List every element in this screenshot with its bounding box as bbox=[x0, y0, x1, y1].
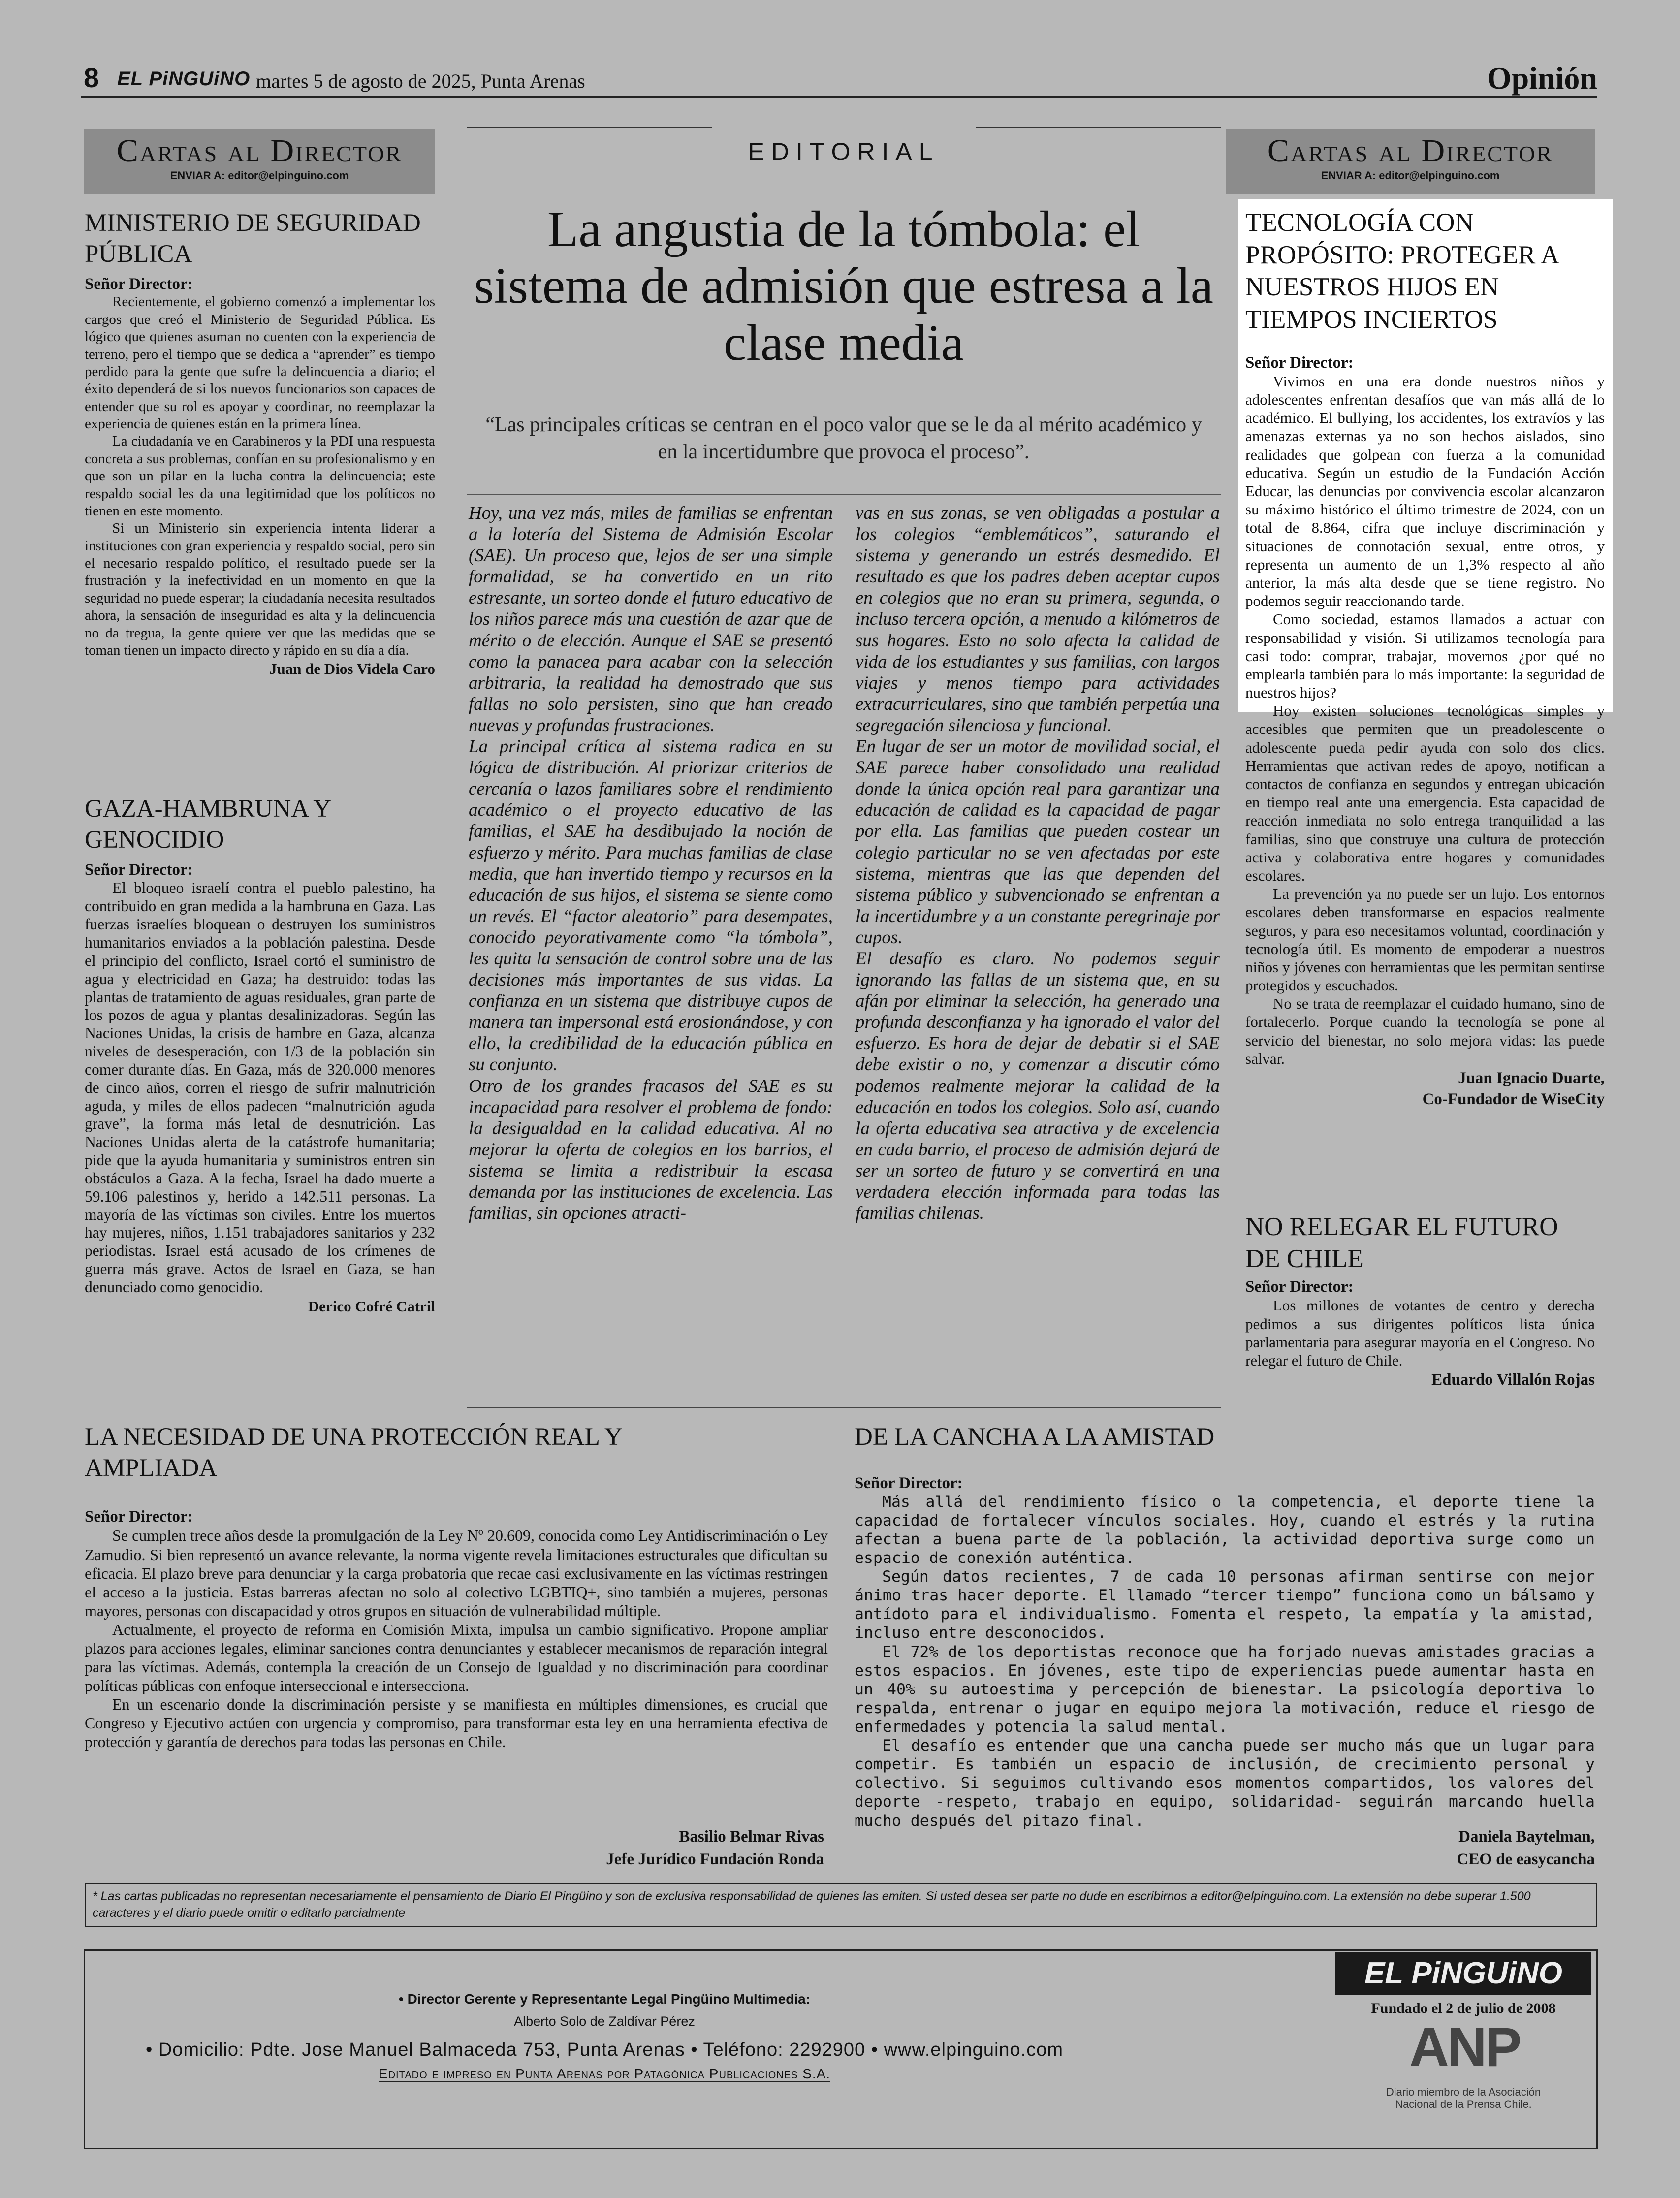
letter-paragraph: Vivimos en una era donde nuestros niños y adolescentes enfrentan desafíos que van más allá de lo académico. El bullying, los accidentes, los extravíos y las amenazas externas ya no son hechos aislados, sino realidades que golpean con fuerza a la comunidad educativa. Según un estudio de la Fundación Acción Educar, las denuncias por convivencia escolar alcanzaron su máximo histórico el último trimestre de 2024, con un total de 8.864, cifra que incluye discriminación y situaciones de connotación sexual, entre otros, y representa un aumento de un 1,3% respecto al año anterior, la más alta desde que se tiene registro. No podemos seguir reaccionando tarde. bbox=[1245, 372, 1605, 610]
letter-paragraph: El bloqueo israelí contra el pueblo palestino, ha contribuido en gran medida a la hambruna en Gaza. Las fuerzas israelíes bloquean o destruyen los suministros humanitarios enviados a la población palestina. Desde el principio del conflicto, Israel cortó el suministro de agua y electricidad en Gaza; ha destruido: todas las plantas de tratamiento de aguas residuales, gran parte de los pozos de agua y plantas desalinizadoras. Según las Naciones Unidas, la crisis de hambre en Gaza, alcanza niveles de desesperación, con 1/3 de la población sin comer durante días. En Gaza, más de 320.000 menores de cinco años, corren el riesgo de sufrir malnutrición aguda, y miles de ellos padecen “malnutrición aguda grave”, la forma más letal de desnutrición. Las Naciones Unidas alerta de la catástrofe humanitaria; pide que la ayuda humanitaria y suministros entren sin obstáculos a Gaza. A la fecha, Israel ha dado muerte a 59.106 palestinos y, herido a 142.511 personas. La mayoría de las víctimas son civiles. Entre los muertos hay mujeres, niños, 1.151 trabajadores sanitarios y 232 periodistas. Israel está acusado de los crímenes de guerra más grave. Actos de Israel en Gaza, se han denunciado como genocidio. bbox=[85, 879, 435, 1296]
letters-box-left bbox=[84, 129, 435, 194]
letter-salutation: Señor Director: bbox=[1245, 353, 1354, 372]
editorial-paragraph: vas en sus zonas, se ven obligadas a postular a los colegios “emblemáticos”, saturando el sistema y generando un estrés desmedido. El resultado es que los padres deben aceptar cupos en colegios que no eran su primera, segunda, o incluso tercera opción, a menudo a kilómetros de sus hogares. Esto no solo afecta la calidad de vida de los estudiantes y sus familias, con largos viajes y menos tiempo para actividades extracurriculares, sino que también perpetúa una segregación silenciosa y funcional. bbox=[856, 503, 1220, 735]
letter-body bbox=[85, 879, 435, 1296]
letters-disclaimer: * Las cartas publicadas no representan necesariamente el pensamiento de Diario El Pingüino y son de exclusiva responsabilidad de quienes las emiten. Si usted desea ser parte no dude en escribirnos a editor@elpinguino.com. La extensión no debe superar 1.500 caracteres y el diario puede omitir o editarlo parcialmente bbox=[85, 1883, 1597, 1927]
letter-paragraph: Los millones de votantes de centro y derecha pedimos a sus dirigentes políticos lista única parlamentaria para asegurar mayoría en el Congreso. No relegar el futuro de Chile. bbox=[1245, 1297, 1595, 1369]
letters-box-right bbox=[1226, 129, 1595, 194]
letter-paragraph: Actualmente, el proyecto de reforma en Comisión Mixta, impulsa un cambio significativo. Propone ampliar plazos para acciones legales, eliminar sanciones contra denunciantes y establecer mecanismos de reparación integral para las víctimas. Además, contempla la creación de un Consejo de Igualdad y no discriminación para coordinar políticas públicas con enfoque interseccional e intersecciona. bbox=[85, 1620, 828, 1695]
letter-paragraph: Como sociedad, estamos llamados a actuar con responsabilidad y visión. Si utilizamos tecnología para casi todo: comprar, trabajar, movernos ¿por qué no emplearla también para lo más importante: la seguridad de nuestros hijos? bbox=[1245, 610, 1605, 701]
letters-box-email: ENVIAR A: editor@elpinguino.com bbox=[170, 169, 349, 182]
letter-paragraph: Más allá del rendimiento físico o la competencia, el deporte tiene la capacidad de fortalecer vínculos sociales. Hoy, cuando el estrés y la rutina afectan a buena parte de la población, la actividad deportiva surge como un espacio de conexión auténtica. bbox=[855, 1493, 1595, 1567]
editorial-paragraph: Otro de los grandes fracasos del SAE es su incapacidad para resolver el problema de fondo: la desigualdad en la calidad educativa. Al no mejorar la oferta de colegios en los barrios, el sistema se limita a redistribuir la escasa demanda por las instituciones de excelencia. Las familias, sin opciones atracti- bbox=[469, 1076, 833, 1224]
editorial-paragraph: En lugar de ser un motor de movilidad social, el SAE parece haber consolidado una realidad donde la única opción real para garantizar una educación de calidad es la capacidad de pagar por ella. Las familias que pueden costear un colegio particular no se ven afectadas por este sistema, mientras que las que dependen del sistema público y subvencionado se enfrentan a la incertidumbre y a un constante peregrinaje por cupos. bbox=[856, 736, 1220, 948]
section-title: Opinión bbox=[1487, 61, 1597, 96]
header-brand: EL PiNGUiNO bbox=[117, 68, 251, 90]
letter-paragraph: El desafío es entender que una cancha puede ser mucho más que un lugar para competir. Es también un espacio de inclusión, de crecimiento personal y colectivo. Si seguimos cultivando esos momentos compartidos, los valores del deporte -respeto, trabajo en equipo, solidaridad- seguirán marcando huella mucho después del pitazo final. bbox=[855, 1737, 1595, 1830]
letter-body bbox=[1245, 372, 1605, 1068]
letter-title: NO RELEGAR EL FUTURO DE CHILE bbox=[1245, 1212, 1558, 1274]
anp-member-text: Diario miembro de la Asociación Nacional de la Prensa Chile. bbox=[1386, 2086, 1541, 2111]
editorial-column-1 bbox=[469, 503, 833, 1224]
editorial-column-2 bbox=[856, 503, 1220, 1224]
letter-body bbox=[85, 1526, 828, 1751]
colophon-printed-text: Editado e impreso en Punta Arenas por Patagónica Publicaciones S.A. bbox=[378, 2066, 831, 2081]
editorial-label: EDITORIAL bbox=[748, 138, 940, 165]
letter-paragraph: El 72% de los deportistas reconoce que ha forjado nuevas amistades gracias a estos espacios. En jóvenes, este tipo de experiencias puede aumentar hasta en un 40% su autoestima y percepción de bienestar. La psicología deportiva lo respalda, entrenar o jugar en equipo mejora la motivación, reduce el riesgo de enfermedades y potencia la salud mental. bbox=[855, 1643, 1595, 1736]
letter-body bbox=[85, 293, 435, 659]
letter-title: GAZA-HAMBRUNA Y GENOCIDIO bbox=[85, 795, 331, 854]
letter-signature: Daniela Baytelman, bbox=[1458, 1828, 1595, 1846]
letter-body bbox=[855, 1493, 1595, 1830]
letter-paragraph: Según datos recientes, 7 de cada 10 personas afirman sentirse con mejor ánimo tras hacer deporte. El llamado “tercer tiempo” funciona como un bálsamo y antídoto para el individualismo. Fomenta el respeto, la empatía y la amistad, incluso entre desconocidos. bbox=[855, 1568, 1595, 1642]
anp-logo: ANP bbox=[1409, 2016, 1520, 2078]
letter-signature: Derico Cofré Catril bbox=[308, 1297, 435, 1315]
colophon-logo: EL PiNGUiNO bbox=[1335, 1952, 1591, 1995]
editorial-paragraph: La principal crítica al sistema radica en su lógica de distribución. Al priorizar criterios de cercanía o lazos familiares sobre el rendimiento académico o el proyecto educativo de las familias, el SAE ha desdibujado la noción de esfuerzo y mérito. Para muchas familias de clase media, que han invertido tiempo y recursos en la educación de sus hijos, el sistema se siente como un revés. El “factor aleatorio” para desempates, conocido peyorativamente como “la tómbola”, les quita la sensación de control sobre una de las decisiones más importantes de sus vidas. La confianza en un sistema que distribuye cupos de manera tan impersonal está erosionándose, y con ello, la credibilidad de la educación pública en su conjunto. bbox=[469, 736, 833, 1075]
editorial-paragraph: Hoy, una vez más, miles de familias se enfrentan a la lotería del Sistema de Admisión Escolar (SAE). Un proceso que, lejos de ser una simple formalidad, se ha convertido en un rito estresante, un sorteo donde el futuro educativo de los niños parece más una cuestión de azar que de mérito o de elección. Aunque el SAE se presentó como la panacea para acabar con la selección arbitraria, la realidad ha demostrado que sus fallas no solo persisten, sino que han creado nuevas y profundas frustraciones. bbox=[469, 503, 833, 735]
letter-title: MINISTERIO DE SEGURIDAD PÚBLICA bbox=[85, 209, 421, 268]
letter-title: DE LA CANCHA A LA AMISTAD bbox=[855, 1423, 1215, 1451]
page-number: 8 bbox=[84, 62, 99, 93]
letter-paragraph: Recientemente, el gobierno comenzó a implementar los cargos que creó el Ministerio de Seguridad Pública. Es lógico que quienes asuman no cuenten con la experiencia de terreno, pero el tiempo que se dedica a “aprender” es tiempo perdido para la gente que sufre la delincuencia a diario; el éxito dependerá de si los nuevos funcionarios son capaces de entender que su rol es apoyar y coordinar, no reemplazar la experiencia de quienes están en la primera línea. bbox=[85, 294, 435, 432]
letters-box-email: ENVIAR A: editor@elpinguino.com bbox=[1321, 169, 1500, 182]
colophon-founded: Fundado el 2 de julio de 2008 bbox=[1371, 2000, 1556, 2016]
letter-paragraph: Si un Ministerio sin experiencia intenta liderar a instituciones con gran experiencia y respaldo social, pero sin el necesario respaldo político, el resultado puede ser la frustración y la inefectividad en un momento en que la seguridad no puede esperar; la ciudadanía necesita resultados ahora, la sensación de inseguridad es alta y la delincuencia no da tregua, la gente quiere ver que las medidas que se toman tienen un impacto directo y rápido en su día a día. bbox=[85, 520, 435, 658]
letter-signature-role: CEO de easycancha bbox=[1457, 1850, 1595, 1868]
letter-salutation: Señor Director: bbox=[85, 275, 193, 293]
letter-signature: Basilio Belmar Rivas bbox=[679, 1828, 824, 1846]
letter-gaza bbox=[85, 794, 435, 1316]
letter-signature: Eduardo Villalón Rojas bbox=[1431, 1371, 1595, 1389]
letter-paragraph: La prevención ya no puede ser un lujo. Los entornos escolares deben transformarse en espacios realmente seguros, y para eso necesitamos voluntad, coordinación y tecnología útil. Es momento de empoderar a nuestros niños y jóvenes con herramientas que les permitan sentirse protegidos y escuchados. bbox=[1245, 885, 1605, 994]
letter-signature: Juan Ignacio Duarte, bbox=[1458, 1069, 1605, 1087]
editorial-paragraph: El desafío es claro. No podemos seguir ignorando las fallas de un sistema que, en su afán por eliminar la selección, ha generado una profunda desconfianza y ha ignorado el valor del esfuerzo. Es hora de dejar de debatir si el SAE debe existir o no, y comenzar a discutir cómo podemos realmente mejorar la calidad de la educación en todos los colegios. Solo así, cuando la oferta educativa sea atractiva y de excelencia en cada barrio, el proceso de admisión dejará de ser un sorteo de futuro y se convertirá en una verdadera elección informada para todas las familias chilenas. bbox=[856, 948, 1220, 1224]
letter-salutation: Señor Director: bbox=[85, 1508, 193, 1526]
letter-proteccion bbox=[85, 1422, 828, 1751]
letter-salutation: Señor Director: bbox=[1245, 1278, 1354, 1296]
editorial-subtitle: “Las principales críticas se centran en el poco valor que se le da al mérito académico y en la incertidumbre que provoca el proceso”. bbox=[485, 414, 1202, 463]
colophon-director-name: Alberto Solo de Zaldívar Pérez bbox=[514, 2014, 695, 2029]
colophon-box bbox=[84, 1949, 1598, 2149]
letter-cancha bbox=[855, 1422, 1595, 1830]
letter-ministerio bbox=[85, 208, 435, 679]
colophon-director-label: • Director Gerente y Representante Legal Pingüino Multimedia: bbox=[399, 1991, 810, 2007]
letter-paragraph: Se cumplen trece años desde la promulgación de la Ley Nº 20.609, conocida como Ley Antidiscriminación o Ley Zamudio. Si bien representó un avance relevante, la norma vigente revela limitaciones estructurales que dificultan su eficacia. El plazo breve para denunciar y la carga probatoria que recae casi exclusivamente en las víctimas restringen el acceso a la justicia. Estas barreras afectan no solo al colectivo LGBTIQ+, sino también a mujeres, personas mayores, personas con discapacidad y otros grupos en situación de vulnerabilidad múltiple. bbox=[85, 1527, 828, 1620]
letter-title: TECNOLOGÍA CON PROPÓSITO: PROTEGER A NUESTROS HIJOS EN TIEMPOS INCIERTOS bbox=[1245, 208, 1558, 334]
letter-body bbox=[1245, 1296, 1595, 1370]
letter-paragraph: No se trata de reemplazar el cuidado humano, sino de fortalecerlo. Porque cuando la tecnología se pone al servicio del bienestar, no solo mejora vidas: las puede salvar. bbox=[1245, 995, 1605, 1067]
colophon-address: • Domicilio: Pdte. Jose Manuel Balmaceda 753, Punta Arenas • Teléfono: 2292900 • www.elpinguino.com bbox=[145, 2039, 1064, 2060]
letter-signature-role: Jefe Jurídico Fundación Ronda bbox=[606, 1850, 824, 1868]
letter-salutation: Señor Director: bbox=[85, 861, 193, 879]
letter-futuro-chile bbox=[1245, 1211, 1595, 1391]
letter-salutation: Señor Director: bbox=[855, 1474, 963, 1492]
letter-tecnologia bbox=[1245, 207, 1605, 1110]
letter-paragraph: En un escenario donde la discriminación persiste y se manifiesta en múltiples dimensiones, es crucial que Congreso y Ejecutivo actúen con urgencia y compromiso, para transformar esta ley en una herramienta efectiva de protección y garantía de derechos para todas las personas en Chile. bbox=[85, 1695, 828, 1751]
colophon-printed bbox=[85, 2066, 1124, 2082]
letters-box-title: Cartas al Director bbox=[1267, 133, 1553, 169]
letter-paragraph: La ciudadanía ve en Carabineros y la PDI una respuesta concreta a sus problemas, confían en su profesionalismo y en que son un pilar en la lucha contra la delincuencia; este respaldo social les da una legitimidad que los políticos no tienen en este momento. bbox=[85, 433, 435, 519]
letter-paragraph: Hoy existen soluciones tecnológicas simples y accesibles que permiten que un preadolescente o adolescente pueda pedir ayuda con solo dos clics. Herramientas que activan redes de apoyo, notifican a contactos de confianza en segundos y entregan ubicación en tiempo real ante una emergencia. Esta capacidad de reacción inmediata no solo entrega tranquilidad a las familias, sino que construye una cultura de protección activa y colaborativa entre hogares y comunidades escolares. bbox=[1245, 702, 1605, 884]
letter-signature-role: Co-Fundador de WiseCity bbox=[1422, 1090, 1605, 1108]
header-date: martes 5 de agosto de 2025, Punta Arenas bbox=[256, 70, 585, 92]
letters-box-title: Cartas al Director bbox=[116, 133, 403, 169]
editorial-label-box bbox=[712, 127, 976, 176]
letter-title: LA NECESIDAD DE UNA PROTECCIÓN REAL Y AMPLIADA bbox=[85, 1423, 622, 1482]
editorial-divider bbox=[467, 494, 1221, 495]
editorial-title: La angustia de la tómbola: el sistema de admisión que estresa a la clase media bbox=[474, 201, 1213, 371]
letter-signature: Juan de Dios Videla Caro bbox=[269, 660, 435, 678]
header-rule bbox=[81, 96, 1597, 98]
editorial-section bbox=[467, 127, 1221, 1408]
